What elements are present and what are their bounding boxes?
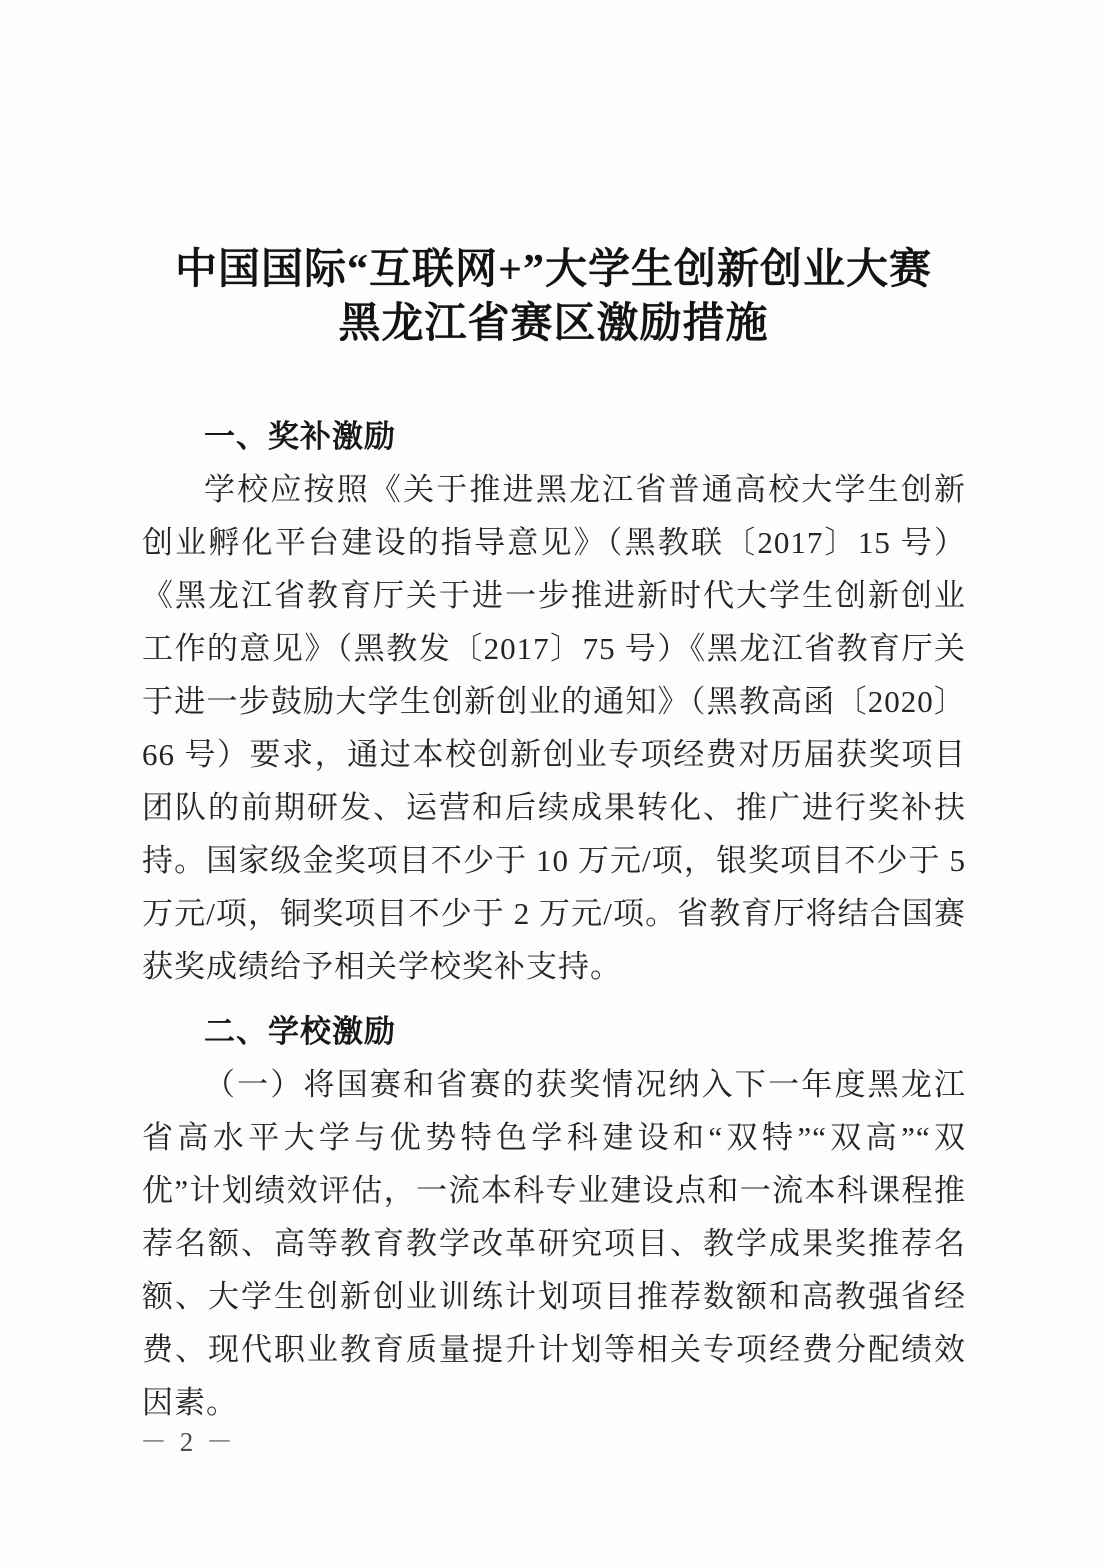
section-2-paragraph: （一）将国赛和省赛的获奖情况纳入下一年度黑龙江省高水平大学与优势特色学科建设和“双特”“双高”“双优”计划绩效评估，一流本科专业建设点和一流本科课程推荐名额、高等教育教学改革研究项目、教学成果奖推荐名额、大学生创新创业训练计划项目推荐数额和高教强省经费、现代职业教育质量提升计划等相关专项经费分配绩效因素。 <box>142 1067 966 1420</box>
title-line-2: 黑龙江省赛区激励措施 <box>338 301 769 347</box>
section-2-heading: 二、学校激励 <box>204 1014 396 1049</box>
section-1-heading: 一、奖补激励 <box>204 419 396 454</box>
document-body <box>142 410 966 1429</box>
document-title <box>94 243 1014 351</box>
section-1-paragraph: 学校应按照《关于推进黑龙江省普通高校大学生创新创业孵化平台建设的指导意见》（黑教联〔2017〕15 号）《黑龙江省教育厅关于进一步推进新时代大学生创新创业工作的意见》（黑教发〔2017〕75 号）《黑龙江省教育厅关于进一步鼓励大学生创新创业的通知》（黑教高函〔2020〕66 号）要求，通过本校创新创业专项经费对历届获奖项目团队的前期研发、运营和后续成果转化、推广进行奖补扶持。国家级金奖项目不少于 10 万元/项，银奖项目不少于 5 万元/项，铜奖项目不少于 2 万元/项。省教育厅将结合国赛获奖成绩给予相关学校奖补支持。 <box>142 472 966 984</box>
section-school-incentive <box>142 1005 966 1429</box>
title-line-1: 中国国际“互联网+”大学生创新创业大赛 <box>175 247 932 293</box>
page-number: － 2 － <box>140 1427 236 1457</box>
section-reward-subsidy <box>142 410 966 993</box>
